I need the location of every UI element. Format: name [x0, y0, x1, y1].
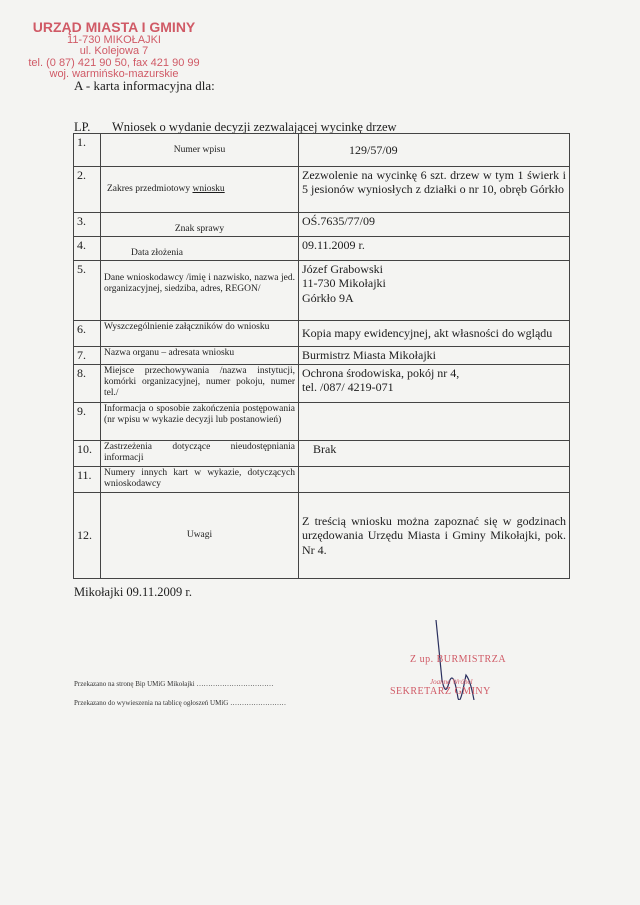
stamp-line-2: 11-730 MIKOŁAJKI	[67, 33, 161, 46]
row-number: 1.	[74, 134, 101, 167]
row-value: Zezwolenie na wycinkę 6 szt. drzew w tym 1 świerk i 5 jesionów wyniosłych z działki o nr 10, obręb Górkło	[299, 167, 570, 213]
row-number: 5.	[74, 261, 101, 321]
row-label: Wyszczególnienie załączników do wniosku	[101, 321, 299, 347]
lp-label: LP.	[74, 120, 91, 134]
table-row	[74, 213, 570, 237]
row-label: Nazwa organu – adresata wniosku	[101, 347, 299, 365]
row-number: 8.	[74, 365, 101, 403]
row-number: 12.	[74, 493, 101, 579]
row-label: Dane wnioskodawcy /imię i nazwisko, nazwa jed. organizacyjnej, siedziba, adres, REGON/	[101, 261, 299, 321]
row-value: 129/57/09	[299, 134, 570, 167]
row-value	[299, 261, 570, 321]
signature-line-2: Joanna Wróbel	[430, 678, 473, 686]
row-value: Brak	[299, 441, 570, 467]
info-card-table	[73, 133, 570, 579]
signature-line-1: Z up. BURMISTRZA	[410, 654, 507, 665]
row-label: Zakres przedmiotowy wniosku	[101, 167, 299, 213]
row-value	[299, 403, 570, 441]
storage-location: Ochrona środowiska, pokój nr 4,	[302, 366, 460, 380]
heading-title: Wniosek o wydanie decyzji zezwalającej wycinkę drzew	[112, 120, 397, 134]
signature-stamp	[360, 640, 560, 720]
stamp-line-5: woj. warmińsko-mazurskie	[49, 68, 179, 81]
table-row	[74, 493, 570, 579]
row-label: Zastrzeżenia dotyczące nieudostępniania informacji	[101, 441, 299, 467]
table-row	[74, 365, 570, 403]
place-date: Mikołajki 09.11.2009 r.	[74, 585, 192, 599]
noticeboard-note: Przekazano do wywieszenia na tablicę ogłoszeń UMiG ……………………	[74, 699, 287, 707]
row-number: 4.	[74, 237, 101, 261]
row-number: 9.	[74, 403, 101, 441]
applicant-name: Józef Grabowski	[302, 262, 383, 276]
row-number: 11.	[74, 467, 101, 493]
row-label: Miejsce przechowywania /nazwa instytucji, komórki organizacyjnej, numer pokoju, numer tel./	[101, 365, 299, 403]
table-row	[74, 347, 570, 365]
stamp-line-4: tel. (0 87) 421 90 50, fax 421 90 99	[28, 56, 200, 69]
table-row	[74, 167, 570, 213]
stamp-line-3: ul. Kolejowa 7	[79, 45, 149, 58]
row-label: Numery innych kart w wykazie, dotyczących wnioskodawcy	[101, 467, 299, 493]
row-value: Burmistrz Miasta Mikołajki	[299, 347, 570, 365]
bip-note: Przekazano na stronę Bip UMiG Mikołajki ……………………………	[74, 680, 274, 688]
row-value: Kopia mapy ewidencyjnej, akt własności do wglądu	[299, 321, 570, 347]
table-row	[74, 403, 570, 441]
row-label: Data złożenia	[101, 237, 299, 261]
signature-line-3: SEKRETARZ GMINY	[390, 686, 491, 697]
row-number: 7.	[74, 347, 101, 365]
table-row	[74, 261, 570, 321]
row-value: 09.11.2009 r.	[299, 237, 570, 261]
table-row	[74, 467, 570, 493]
row-number: 3.	[74, 213, 101, 237]
storage-phone: tel. /087/ 4219-071	[302, 380, 394, 395]
office-stamp	[14, 20, 214, 81]
table-row	[74, 321, 570, 347]
row-label: Znak sprawy	[101, 213, 299, 237]
row-value: Z treścią wniosku można zapoznać się w godzinach urzędowania Urzędu Miasta i Gminy Mikołajki, pok. Nr 4.	[299, 493, 570, 579]
row-value	[299, 365, 570, 403]
row-label: Informacja o sposobie zakończenia postępowania (nr wpisu w wykazie decyzji lub postanowień)	[101, 403, 299, 441]
applicant-city: 11-730 Mikołajki	[302, 276, 386, 291]
table-row	[74, 134, 570, 167]
row-number: 2.	[74, 167, 101, 213]
row-value	[299, 467, 570, 493]
table-row	[74, 237, 570, 261]
row-number: 10.	[74, 441, 101, 467]
row-value: OŚ.7635/77/09	[299, 213, 570, 237]
table-row	[74, 441, 570, 467]
row-label: Uwagi	[101, 493, 299, 579]
stamp-line-1: URZĄD MIASTA I GMINY	[32, 19, 196, 35]
row-number: 6.	[74, 321, 101, 347]
applicant-address: Górkło 9A	[302, 290, 354, 305]
row-label: Numer wpisu	[101, 134, 299, 167]
intro-text: A - karta informacyjna dla:	[74, 78, 215, 93]
